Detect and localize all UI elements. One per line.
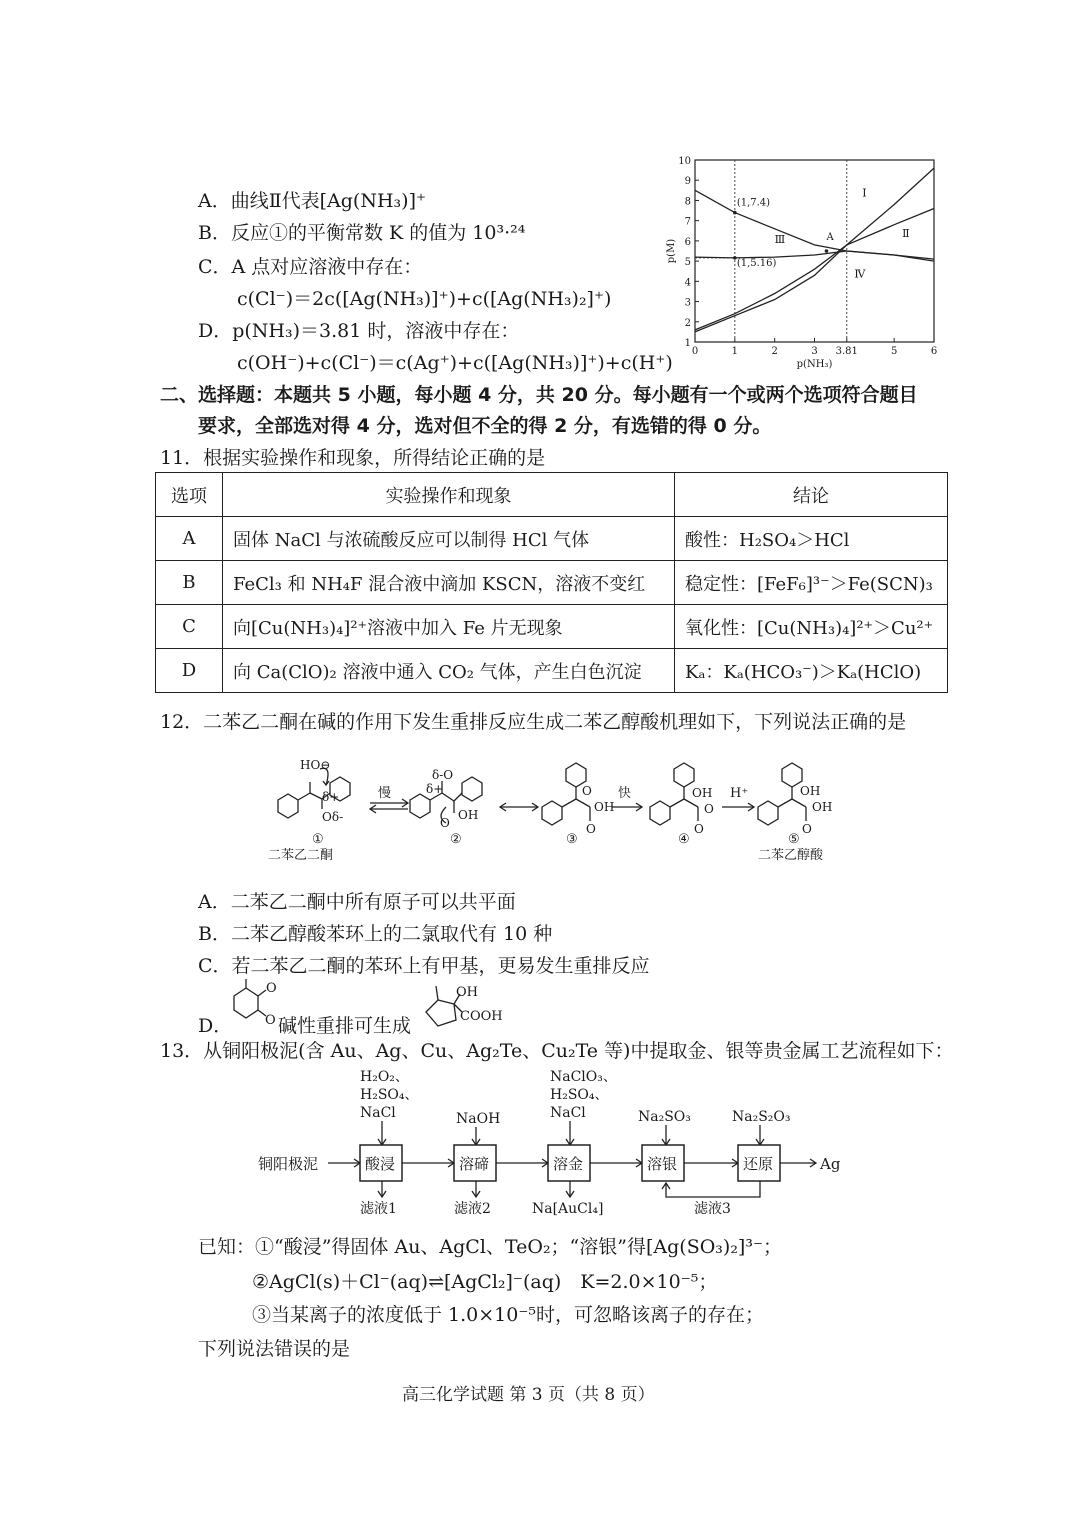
x-tick-label: 0 xyxy=(691,346,699,357)
charge-label: δ+ xyxy=(322,790,340,804)
hydroxide-label: HO⊖ xyxy=(300,758,331,772)
filtrate-label: 滤液2 xyxy=(454,1201,491,1217)
atom-label: OH xyxy=(800,784,821,798)
x-tick-label: 1 xyxy=(731,346,739,357)
table-header-operation: 实验操作和现象 xyxy=(223,473,675,517)
end-compound-name: 二苯乙醇酸 xyxy=(758,848,824,863)
product-label: Na[AuCl₄] xyxy=(532,1201,604,1217)
table-cell-operation: FeCl₃ 和 NH₄F 混合液中滴加 KSCN，溶液不变红 xyxy=(223,561,675,605)
annotation-label: A xyxy=(826,231,834,243)
x-tick-label: 6 xyxy=(930,346,938,357)
q10-option-d: D．p(NH₃)＝3.81 时，溶液中存在： xyxy=(198,320,520,342)
atom-label: O xyxy=(586,822,596,836)
carboxyl-label: COOH xyxy=(460,1009,503,1024)
atom-label: OH xyxy=(594,800,615,814)
q12-option-a: A．二苯乙二酮中所有原子可以共平面 xyxy=(198,891,516,913)
x-tick-label: 3 xyxy=(811,346,818,357)
annotation-point xyxy=(825,249,829,253)
option-d-product-structure xyxy=(418,980,514,1034)
x-axis-label: p(NH₃) xyxy=(796,359,833,370)
compound-number: ④ xyxy=(678,832,690,847)
option-d-reactant-structure xyxy=(226,978,278,1028)
y-tick-label: 2 xyxy=(684,317,691,329)
q10-option-b: B．反应①的平衡常数 K 的值为 10³·²⁴ xyxy=(198,222,526,244)
table-cell-option: A xyxy=(156,517,223,561)
table-cell-operation: 向[Cu(NH₃)₄]²⁺溶液中加入 Fe 片无现象 xyxy=(223,605,675,649)
table-cell-conclusion: 氧化性：[Cu(NH₃)₄]²⁺＞Cu²⁺ xyxy=(675,605,948,649)
table-cell-option: D xyxy=(156,649,223,693)
q13-question: 下列说法错误的是 xyxy=(198,1338,351,1360)
pm-vs-pnh3-chart xyxy=(660,150,950,375)
reagent-label: H₂SO₄、 xyxy=(360,1087,419,1103)
annotation-point xyxy=(733,211,737,215)
table-header-row xyxy=(156,473,948,517)
q10-option-a: A．曲线Ⅱ代表[Ag(NH₃)]⁺ xyxy=(198,190,427,212)
output-label: Ag xyxy=(820,1155,841,1173)
x-tick-label: 2 xyxy=(771,346,778,357)
charge-label: Oδ- xyxy=(322,810,344,824)
y-tick-label: 4 xyxy=(684,277,691,289)
ketone-oxygen-label: O xyxy=(266,981,277,996)
page-footer: 高三化学试题 第 3 页（共 8 页） xyxy=(402,1385,655,1405)
table-row xyxy=(156,649,948,693)
filtrate-label: 滤液1 xyxy=(360,1201,397,1217)
table-row xyxy=(156,605,948,649)
y-tick-label: 7 xyxy=(684,216,691,228)
q12-option-d-prefix: D． xyxy=(198,1015,233,1037)
y-tick-label: 1 xyxy=(684,338,691,349)
y-tick-label: 8 xyxy=(684,196,691,208)
ketone-oxygen-label: O xyxy=(265,1013,276,1028)
q13-known-2: ②AgCl(s)＋Cl⁻(aq)⇌[AgCl₂]⁻(aq) K=2.0×10⁻⁵； xyxy=(252,1271,718,1293)
x-tick-label: 3.81 xyxy=(835,346,858,357)
rearrangement-mechanism-scheme xyxy=(260,745,860,865)
hydroxyl-label: OH xyxy=(456,985,478,1000)
q13-known-3: ③当某离子的浓度低于 1.0×10⁻⁵时，可忽略该离子的存在； xyxy=(252,1304,764,1326)
series-line xyxy=(695,251,934,261)
q12-option-d-text: 碱性重排可生成 xyxy=(278,1015,412,1037)
reagent-label: Na₂S₂O₃ xyxy=(732,1109,791,1125)
series-label: Ⅲ xyxy=(774,232,786,246)
reagent-label: NaCl xyxy=(360,1105,396,1121)
table-header-conclusion: 结论 xyxy=(675,473,948,517)
reagent-label: Na₂SO₃ xyxy=(638,1109,691,1125)
q13-known-1: 已知：①“酸浸”得固体 Au、AgCl、TeO₂；“溶银”得[Ag(SO₃)₂]³⁻； xyxy=(198,1236,782,1258)
acid-label: H⁺ xyxy=(730,786,749,801)
section-2-instructions: 要求，全部选对得 4 分，选对但不全的得 2 分，有选错的得 0 分。 xyxy=(198,415,772,437)
reagent-label: H₂O₂、 xyxy=(360,1069,409,1085)
q11-stem: 11．根据实验操作和现象，所得结论正确的是 xyxy=(160,447,546,469)
y-tick-label: 9 xyxy=(684,176,691,188)
atom-label: O xyxy=(704,802,714,816)
step-label: 溶碲 xyxy=(459,1155,490,1173)
compound-number: ① xyxy=(312,832,324,847)
series-label: Ⅳ xyxy=(854,267,866,281)
table-row xyxy=(156,517,948,561)
y-tick-label: 6 xyxy=(684,236,691,248)
table-cell-conclusion: Kₐ：Kₐ(HCO₃⁻)＞Kₐ(HClO) xyxy=(675,649,948,693)
series-label: Ⅰ xyxy=(862,186,867,200)
extraction-flowchart xyxy=(250,1065,870,1225)
q10-option-c: C．A 点对应溶液中存在： xyxy=(198,256,423,278)
q12-option-c: C．若二苯乙二酮的苯环上有甲基，更易发生重排反应 xyxy=(198,955,650,977)
charge-label: δ+ xyxy=(426,782,444,796)
y-tick-label: 10 xyxy=(678,156,691,167)
step-label: 溶银 xyxy=(647,1155,678,1173)
compound-number: ② xyxy=(450,832,462,847)
annotation-label: (1,7.4) xyxy=(736,197,771,209)
reagent-label: H₂SO₄、 xyxy=(550,1087,609,1103)
atom-label: O xyxy=(694,822,704,836)
q12-stem: 12．二苯乙二酮在碱的作用下发生重排反应生成二苯乙醇酸机理如下，下列说法正确的是 xyxy=(160,711,907,733)
section-2-heading: 二、选择题：本题共 5 小题，每小题 4 分，共 20 分。每小题有一个或两个选项符合题目 xyxy=(160,384,918,406)
input-label: 铜阳极泥 xyxy=(258,1155,319,1173)
fast-label: 快 xyxy=(618,786,632,801)
table-cell-conclusion: 酸性：H₂SO₄＞HCl xyxy=(675,517,948,561)
y-tick-label: 5 xyxy=(684,257,691,269)
table-cell-operation: 固体 NaCl 与浓硫酸反应可以制得 HCl 气体 xyxy=(223,517,675,561)
y-tick-label: 3 xyxy=(684,297,691,309)
table-cell-option: B xyxy=(156,561,223,605)
table-header-option: 选项 xyxy=(156,473,223,517)
step-label: 还原 xyxy=(743,1155,774,1173)
step-label: 酸浸 xyxy=(365,1155,396,1173)
atom-label: OH xyxy=(812,800,833,814)
atom-label: O xyxy=(802,822,812,836)
recycle-label: 滤液3 xyxy=(694,1201,731,1217)
start-compound-name: 二苯乙二酮 xyxy=(268,848,334,863)
x-tick-label: 5 xyxy=(890,346,898,357)
table-cell-option: C xyxy=(156,605,223,649)
atom-label: O xyxy=(440,816,450,830)
reagent-label: NaCl xyxy=(550,1105,586,1121)
atom-label: OH xyxy=(692,786,713,800)
atom-label: OH xyxy=(458,808,479,822)
q10-option-c-equation: c(Cl⁻)＝2c([Ag(NH₃)]⁺)+c([Ag(NH₃)₂]⁺) xyxy=(237,288,612,310)
series-label: Ⅱ xyxy=(902,226,910,240)
compound-number: ③ xyxy=(566,832,578,847)
q10-option-d-equation: c(OH⁻)+c(Cl⁻)＝c(Ag⁺)+c([Ag(NH₃)]⁺)+c(H⁺) xyxy=(237,352,673,374)
series-line xyxy=(695,209,934,330)
q12-option-b: B．二苯乙醇酸苯环上的二氯取代有 10 种 xyxy=(198,923,553,945)
table-cell-conclusion: 稳定性：[FeF₆]³⁻＞Fe(SCN)₃ xyxy=(675,561,948,605)
y-axis-label: p(M) xyxy=(666,238,677,264)
compound-number: ⑤ xyxy=(788,832,800,847)
reagent-label: NaOH xyxy=(456,1111,501,1127)
slow-label: 慢 xyxy=(378,786,392,801)
table-cell-operation: 向 Ca(ClO)₂ 溶液中通入 CO₂ 气体，产生白色沉淀 xyxy=(223,649,675,693)
series-line xyxy=(695,168,934,332)
step-label: 溶金 xyxy=(553,1155,584,1173)
charge-label: δ-O xyxy=(432,768,454,782)
atom-label: O xyxy=(582,784,592,798)
annotation-label: (1,5.16) xyxy=(736,258,777,270)
reagent-label: NaClO₃、 xyxy=(550,1069,617,1085)
q13-stem: 13．从铜阳极泥(含 Au、Ag、Cu、Ag₂Te、Cu₂Te 等)中提取金、银等贵金属工艺流程如下： xyxy=(160,1040,954,1062)
table-row xyxy=(156,561,948,605)
experiment-table xyxy=(155,472,948,693)
